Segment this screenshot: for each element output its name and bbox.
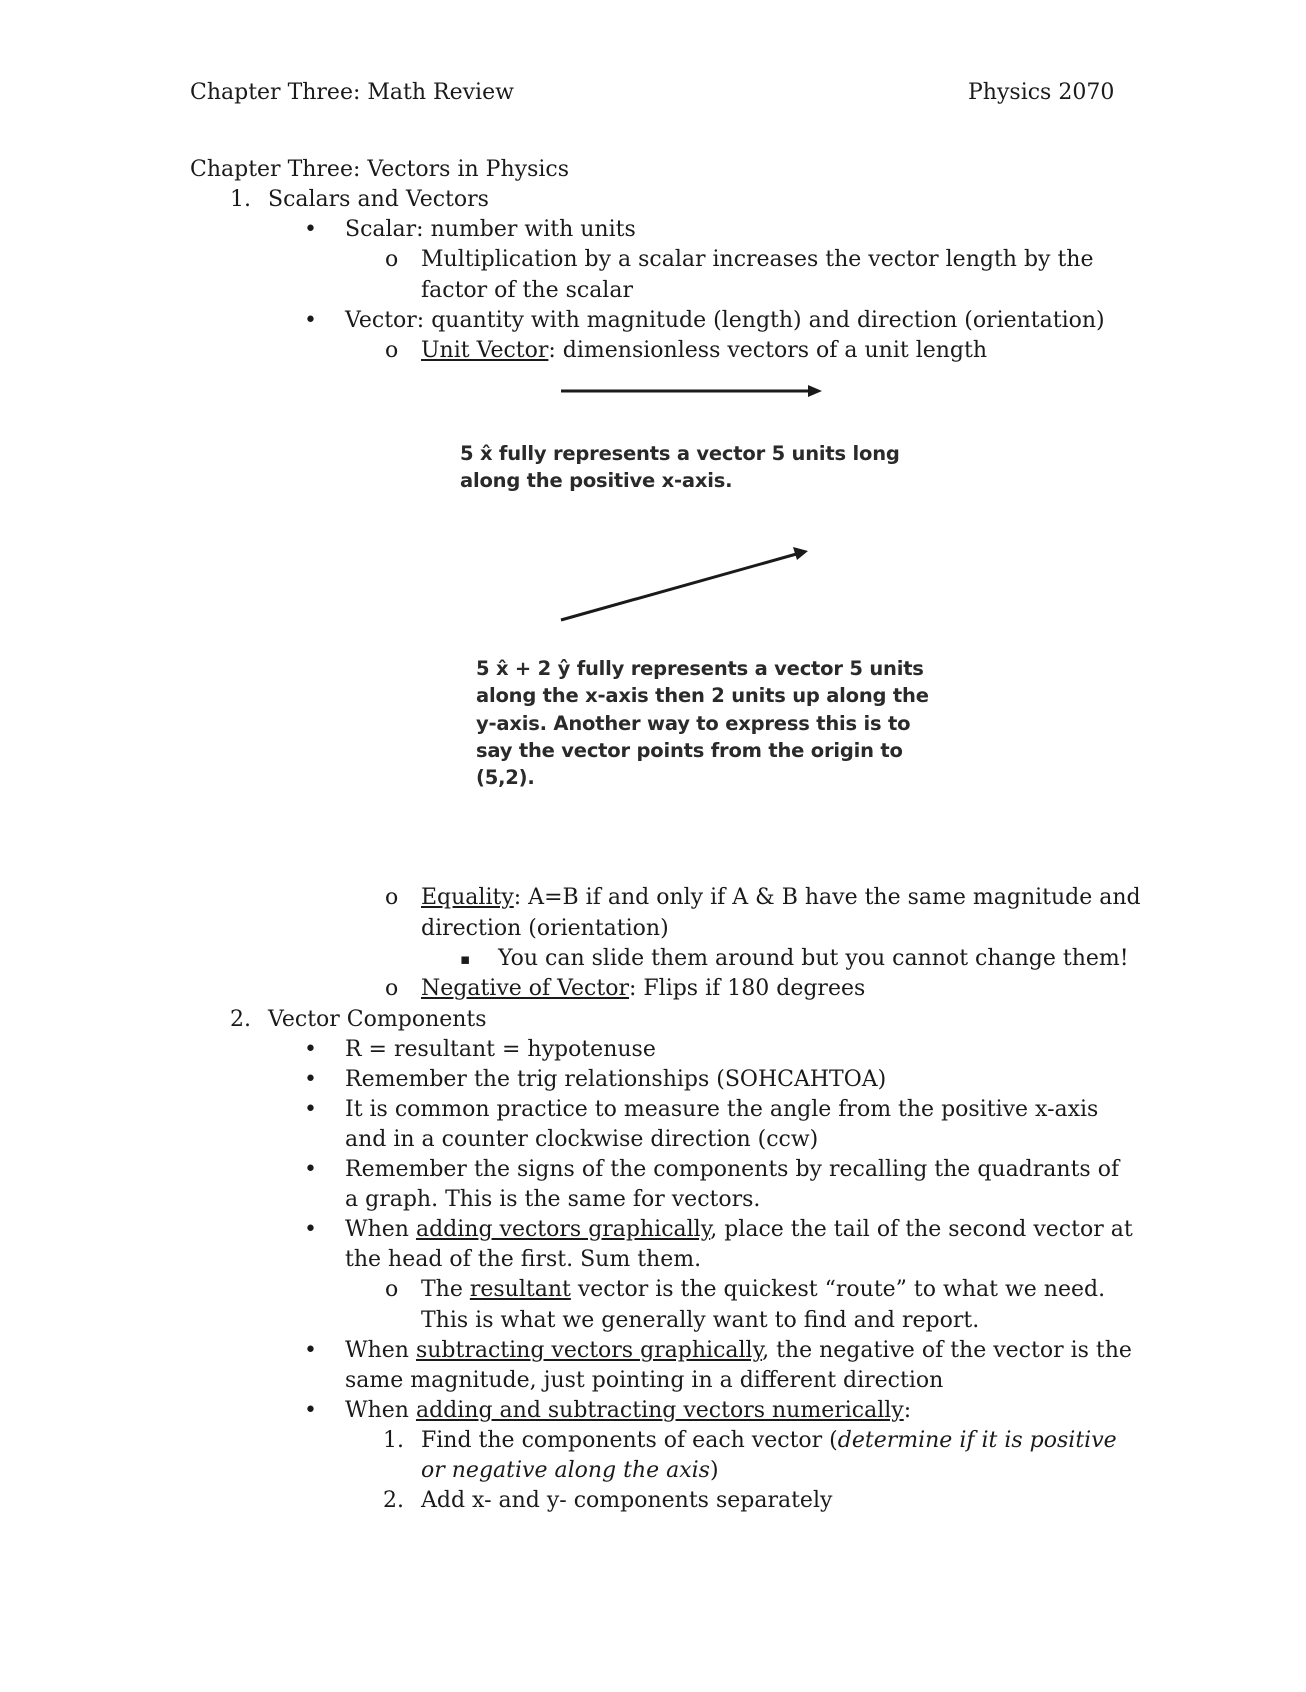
numerically-term: adding and subtracting vectors numerically xyxy=(415,1398,904,1423)
header-left: Chapter Three: Math Review xyxy=(190,80,514,105)
scalar-multiplication-line1: Multiplication by a scalar increases the vector length by the xyxy=(421,247,1094,272)
resultant-route-line1 xyxy=(421,1275,1105,1305)
text-fragment: : xyxy=(903,1398,912,1423)
figure1-caption-line2: along the positive x-axis. xyxy=(460,469,733,492)
resultant-route-line2: This is what we generally want to find and report. xyxy=(421,1308,980,1333)
text-fragment: , the negative of the vector is the xyxy=(762,1338,1132,1363)
bullet: • xyxy=(304,1157,317,1182)
step-number-1: 1. xyxy=(383,1428,404,1453)
heading-vector-components: Vector Components xyxy=(268,1007,487,1032)
bullet: • xyxy=(304,1217,317,1242)
step-number-2: 2. xyxy=(383,1488,404,1513)
sub-marker: o xyxy=(385,1277,399,1302)
adding-graphically-line1 xyxy=(345,1215,1133,1245)
signs-line1: Remember the signs of the components by recalling the quadrants of xyxy=(345,1157,1120,1182)
italic-fragment: or negative along the axis xyxy=(421,1458,710,1483)
resultant-term: resultant xyxy=(469,1277,571,1302)
adding-graphically-line2: the head of the first. Sum them. xyxy=(345,1247,702,1272)
text-fragment: ) xyxy=(709,1458,719,1483)
equality-note: You can slide them around but you cannot change them! xyxy=(498,946,1129,971)
bullet: • xyxy=(304,1037,317,1062)
figure1-caption-line1: 5 x̂ fully represents a vector 5 units long xyxy=(460,442,900,465)
italic-fragment: determine if it is positive xyxy=(837,1428,1117,1453)
bullet: • xyxy=(304,1097,317,1122)
equality-term: Equality xyxy=(421,885,514,910)
sub-marker: o xyxy=(385,247,399,272)
text-fragment: When xyxy=(345,1338,416,1363)
scalar-multiplication-line2: factor of the scalar xyxy=(421,278,633,303)
subtracting-graphically-term: subtracting vectors graphically xyxy=(415,1338,763,1363)
equality-line2: direction (orientation) xyxy=(421,916,669,941)
figure2-caption-line1: 5 x̂ + 2 ŷ fully represents a vector 5 units xyxy=(476,657,924,680)
diagonal-arrow-icon xyxy=(561,547,808,620)
text-fragment: , place the tail of the second vector at xyxy=(710,1217,1133,1242)
figure2-caption-line3: y-axis. Another way to express this is to xyxy=(476,712,911,735)
section-title: Chapter Three: Vectors in Physics xyxy=(190,157,570,182)
text-fragment: The xyxy=(421,1277,470,1302)
signs-line2: a graph. This is the same for vectors. xyxy=(345,1187,761,1212)
figure2-caption-line5: (5,2). xyxy=(476,766,535,789)
trig-reminder: Remember the trig relationships (SOHCAHTOA) xyxy=(345,1067,887,1092)
figure2-caption-line2: along the x-axis then 2 units up along the xyxy=(476,684,929,707)
text-fragment: When xyxy=(345,1398,416,1423)
negative-vector-term: Negative of Vector xyxy=(421,976,629,1001)
bullet: • xyxy=(304,217,317,242)
step-2-line: Add x- and y- components separately xyxy=(421,1488,833,1513)
bullet: • xyxy=(304,1067,317,1092)
vector-definition: Vector: quantity with magnitude (length) and direction (orientation) xyxy=(345,308,1105,333)
header-right: Physics 2070 xyxy=(968,80,1115,105)
sub-marker: o xyxy=(385,885,399,910)
figure2-caption-line4: say the vector points from the origin to xyxy=(476,739,903,762)
text-fragment: Find the components of each vector ( xyxy=(421,1428,838,1453)
angle-practice-line2: and in a counter clockwise direction (ccw) xyxy=(345,1127,819,1152)
numerically-line xyxy=(345,1396,911,1426)
text-fragment: vector is the quickest “route” to what we need. xyxy=(570,1277,1106,1302)
adding-graphically-term: adding vectors graphically xyxy=(415,1217,711,1242)
square-bullet: ▪ xyxy=(460,950,471,968)
angle-practice-line1: It is common practice to measure the angle from the positive x-axis xyxy=(345,1097,1099,1122)
step-1-line2 xyxy=(421,1456,719,1486)
subtracting-graphically-line2: same magnitude, just pointing in a different direction xyxy=(345,1368,944,1393)
bullet: • xyxy=(304,1398,317,1423)
sub-marker: o xyxy=(385,976,399,1001)
bullet: • xyxy=(304,308,317,333)
equality-line1 xyxy=(421,883,1141,913)
step-1-line1 xyxy=(421,1426,1117,1456)
list-number-1: 1. xyxy=(230,187,251,212)
scalar-definition: Scalar: number with units xyxy=(345,217,636,242)
list-number-2: 2. xyxy=(230,1007,251,1032)
unit-vector-definition: : dimensionless vectors of a unit length xyxy=(548,338,988,363)
subtracting-graphically-line1 xyxy=(345,1336,1132,1366)
equality-definition: : A=B if and only if A & B have the same magnitude and xyxy=(513,885,1141,910)
heading-scalars-vectors: Scalars and Vectors xyxy=(268,187,489,212)
sub-marker: o xyxy=(385,338,399,363)
unit-vector-term: Unit Vector xyxy=(421,338,549,363)
horizontal-arrow-icon xyxy=(561,385,822,397)
negative-vector-line xyxy=(421,974,865,1004)
bullet: • xyxy=(304,1338,317,1363)
text-fragment: When xyxy=(345,1217,416,1242)
negative-vector-definition: : Flips if 180 degrees xyxy=(628,976,866,1001)
resultant-definition: R = resultant = hypotenuse xyxy=(345,1037,656,1062)
